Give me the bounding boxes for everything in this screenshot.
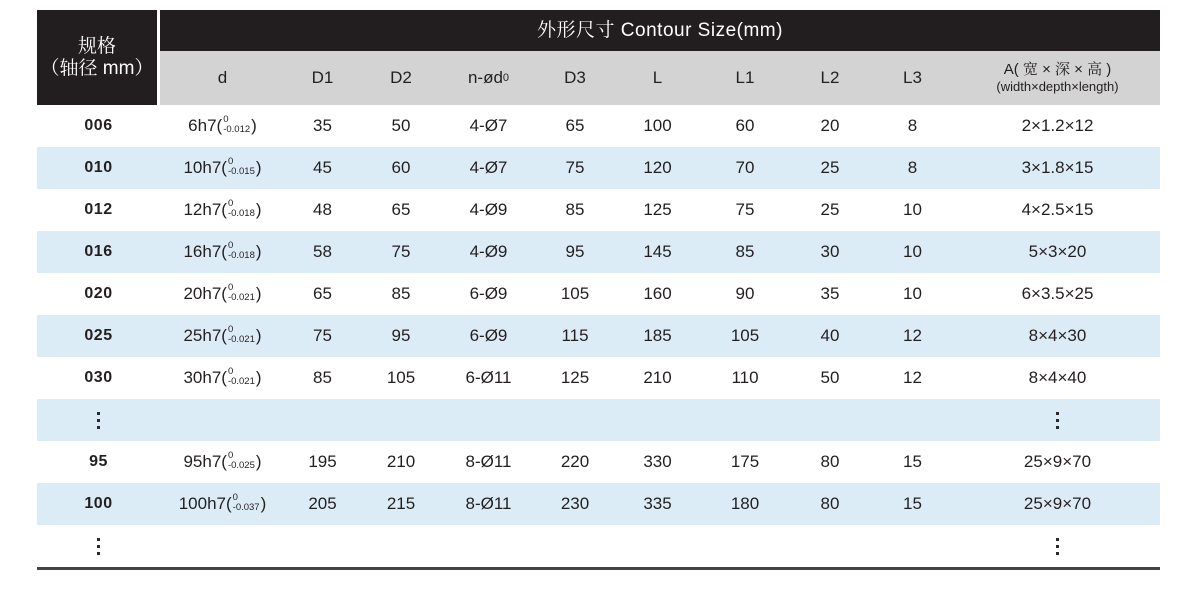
l-cell: [615, 399, 700, 441]
l-cell: 330: [643, 452, 672, 472]
l-cell: [615, 525, 700, 567]
tolerance-stack: 0 -0.012: [223, 114, 251, 135]
column-header-d1: D1: [285, 51, 360, 105]
d-value-cell: 25h7( 0 -0.021 ): [160, 315, 285, 357]
a-cell: 4×2.5×15: [1021, 200, 1094, 220]
tolerance-stack: 0 -0.021: [227, 282, 255, 303]
d-value-cell: 12h7( 0 -0.018 ): [183, 198, 262, 220]
d3-cell: 65: [565, 116, 585, 136]
tolerance-stack: 0 -0.015: [227, 156, 255, 177]
column-header-ndo: n-ød 0: [442, 51, 535, 105]
l3-cell: 12: [903, 368, 922, 388]
spec-cell: 016: [37, 231, 160, 273]
a-cell: [955, 399, 1160, 441]
l2-cell: 35: [820, 284, 840, 304]
d2-cell: 215: [360, 483, 442, 525]
d1-cell: 65: [313, 284, 332, 304]
d-value-cell: 16h7( 0 -0.018 ): [160, 231, 285, 273]
d1-cell: 195: [308, 452, 337, 472]
l3-cell: 10: [903, 200, 922, 220]
tolerance-stack: 0 -0.025: [227, 450, 255, 471]
l1-cell: 175: [730, 452, 760, 472]
l1-cell: [700, 399, 790, 441]
d2-cell: 85: [391, 284, 411, 304]
l2-cell: [790, 399, 870, 441]
contour-size-header: 外形尺寸 Contour Size(mm): [160, 10, 1160, 51]
d2-cell: 65: [391, 200, 411, 220]
l1-cell: 70: [700, 147, 790, 189]
l3-cell: 15: [870, 483, 955, 525]
ndo-cell: 6-Ø11: [465, 368, 512, 388]
l2-cell: 30: [790, 231, 870, 273]
d3-cell: 125: [560, 368, 590, 388]
l1-cell: 110: [731, 368, 759, 388]
a-cell: 3×1.8×15: [955, 147, 1160, 189]
l3-cell: 10: [870, 231, 955, 273]
l-cell: 100: [643, 116, 672, 136]
column-header-a: [955, 51, 1160, 105]
a-cell: 2×1.2×12: [1021, 116, 1094, 136]
vertical-ellipsis: [97, 412, 100, 429]
d3-cell: 220: [560, 452, 590, 472]
spec-cell: [37, 525, 160, 567]
d3-cell: [535, 525, 615, 567]
d-value-cell: [160, 525, 285, 567]
d3-cell: 85: [565, 200, 585, 220]
d2-cell: [360, 525, 442, 567]
l2-cell: 80: [790, 483, 870, 525]
l1-cell: [700, 525, 790, 567]
spec-cell: 006: [84, 116, 113, 134]
ndo-cell: 8-Ø11: [465, 452, 512, 472]
spec-cell: 020: [84, 284, 113, 302]
a-cell: 6×3.5×25: [1021, 284, 1094, 304]
l2-cell: 20: [820, 116, 840, 136]
d3-cell: 95: [535, 231, 615, 273]
d1-cell: 45: [285, 147, 360, 189]
l3-cell: [870, 399, 955, 441]
l1-cell: 75: [735, 200, 755, 220]
ndo-cell: 6-Ø9: [469, 284, 508, 304]
l-cell: 160: [643, 284, 672, 304]
tolerance-stack: 0 -0.021: [227, 324, 255, 345]
l-cell: 145: [615, 231, 700, 273]
ndo-cell: [442, 399, 535, 441]
d2-cell: 60: [360, 147, 442, 189]
d2-cell: 210: [386, 452, 416, 472]
column-header-d2: D2: [360, 51, 442, 105]
d3-cell: [535, 399, 615, 441]
column-header-l1: L1: [700, 51, 790, 105]
l1-cell: 60: [735, 116, 755, 136]
ndo-cell: 6-Ø9: [442, 315, 535, 357]
d-value-cell: 95h7( 0 -0.025 ): [183, 450, 262, 472]
a-header-en: (width×depth×length): [996, 78, 1119, 94]
d-value-cell: 100h7( 0 -0.037 ): [160, 483, 285, 525]
d-value-cell: [160, 399, 285, 441]
d1-cell: 205: [285, 483, 360, 525]
ndo-cell: 4-Ø7: [469, 116, 508, 136]
d2-cell: 95: [360, 315, 442, 357]
l1-cell: 180: [700, 483, 790, 525]
l2-cell: [790, 525, 870, 567]
l3-cell: [870, 525, 955, 567]
d1-cell: 58: [285, 231, 360, 273]
d-value-cell: 6h7( 0 -0.012 ): [188, 114, 257, 136]
l2-cell: 25: [820, 200, 840, 220]
a-cell: 8×4×30: [955, 315, 1160, 357]
d2-cell: [360, 399, 442, 441]
d1-cell: 48: [313, 200, 332, 220]
l-cell: 210: [643, 368, 672, 388]
d2-cell: 105: [386, 368, 416, 388]
d-value-cell: 30h7( 0 -0.021 ): [183, 366, 262, 388]
a-header-cn: A( 宽 × 深 × 高 ): [1003, 61, 1112, 79]
d3-cell: 105: [560, 284, 590, 304]
ndo-cell: [442, 525, 535, 567]
spec-cell: 010: [37, 147, 160, 189]
vertical-ellipsis: [97, 538, 100, 555]
vertical-ellipsis: [1056, 412, 1059, 429]
l3-cell: 8: [870, 147, 955, 189]
ndo-cell: 4-Ø9: [469, 200, 508, 220]
a-cell: 8×4×40: [1028, 368, 1087, 388]
column-header-d: d: [160, 51, 285, 105]
d3-cell: 115: [535, 315, 615, 357]
spec-cell: 030: [84, 368, 113, 386]
l2-cell: 80: [820, 452, 840, 472]
tolerance-stack: 0 -0.018: [227, 198, 255, 219]
l1-cell: 85: [700, 231, 790, 273]
spec-header-line1: 规格: [77, 35, 116, 57]
column-header-l: L: [615, 51, 700, 105]
l-cell: 335: [615, 483, 700, 525]
l2-cell: 25: [790, 147, 870, 189]
d1-cell: 35: [313, 116, 332, 136]
tolerance-stack: 0 -0.018: [227, 240, 255, 261]
l-cell: 185: [615, 315, 700, 357]
ndo-cell: 4-Ø9: [442, 231, 535, 273]
spec-cell: [37, 399, 160, 441]
d1-cell: [285, 525, 360, 567]
l1-cell: 105: [700, 315, 790, 357]
l-cell: 125: [643, 200, 672, 220]
l3-cell: 12: [870, 315, 955, 357]
spec-cell: 95: [89, 452, 108, 470]
l3-cell: 8: [907, 116, 918, 136]
column-header-l3: L3: [870, 51, 955, 105]
spec-cell: 012: [84, 200, 113, 218]
a-cell: 5×3×20: [955, 231, 1160, 273]
a-cell: 25×9×70: [955, 483, 1160, 525]
d1-cell: 75: [285, 315, 360, 357]
ndo-base: n-ød: [467, 68, 503, 88]
column-header-l2: L2: [790, 51, 870, 105]
d1-cell: 85: [313, 368, 332, 388]
spec-cell: 100: [37, 483, 160, 525]
l2-cell: 40: [790, 315, 870, 357]
d3-cell: 230: [535, 483, 615, 525]
spec-cell: 025: [37, 315, 160, 357]
d3-cell: 75: [535, 147, 615, 189]
tolerance-stack: 0 -0.037: [232, 492, 260, 513]
l1-cell: 90: [735, 284, 755, 304]
a-cell: [955, 525, 1160, 567]
dimension-table: [37, 10, 1160, 570]
l-cell: 120: [615, 147, 700, 189]
l3-cell: 15: [903, 452, 922, 472]
d-value-cell: 10h7( 0 -0.015 ): [160, 147, 285, 189]
ndo-cell: 4-Ø7: [442, 147, 535, 189]
l2-cell: 50: [820, 368, 840, 388]
spec-header: [37, 10, 160, 105]
column-header-d3: D3: [535, 51, 615, 105]
a-cell: 25×9×70: [1023, 452, 1092, 472]
ndo-cell: 8-Ø11: [442, 483, 535, 525]
d1-cell: [285, 399, 360, 441]
d2-cell: 50: [391, 116, 411, 136]
vertical-ellipsis: [1056, 538, 1059, 555]
spec-header-line2: （轴径 mm）: [40, 57, 154, 79]
l3-cell: 10: [903, 284, 922, 304]
tolerance-stack: 0 -0.021: [227, 366, 255, 387]
d2-cell: 75: [360, 231, 442, 273]
d-value-cell: 20h7( 0 -0.021 ): [183, 282, 262, 304]
